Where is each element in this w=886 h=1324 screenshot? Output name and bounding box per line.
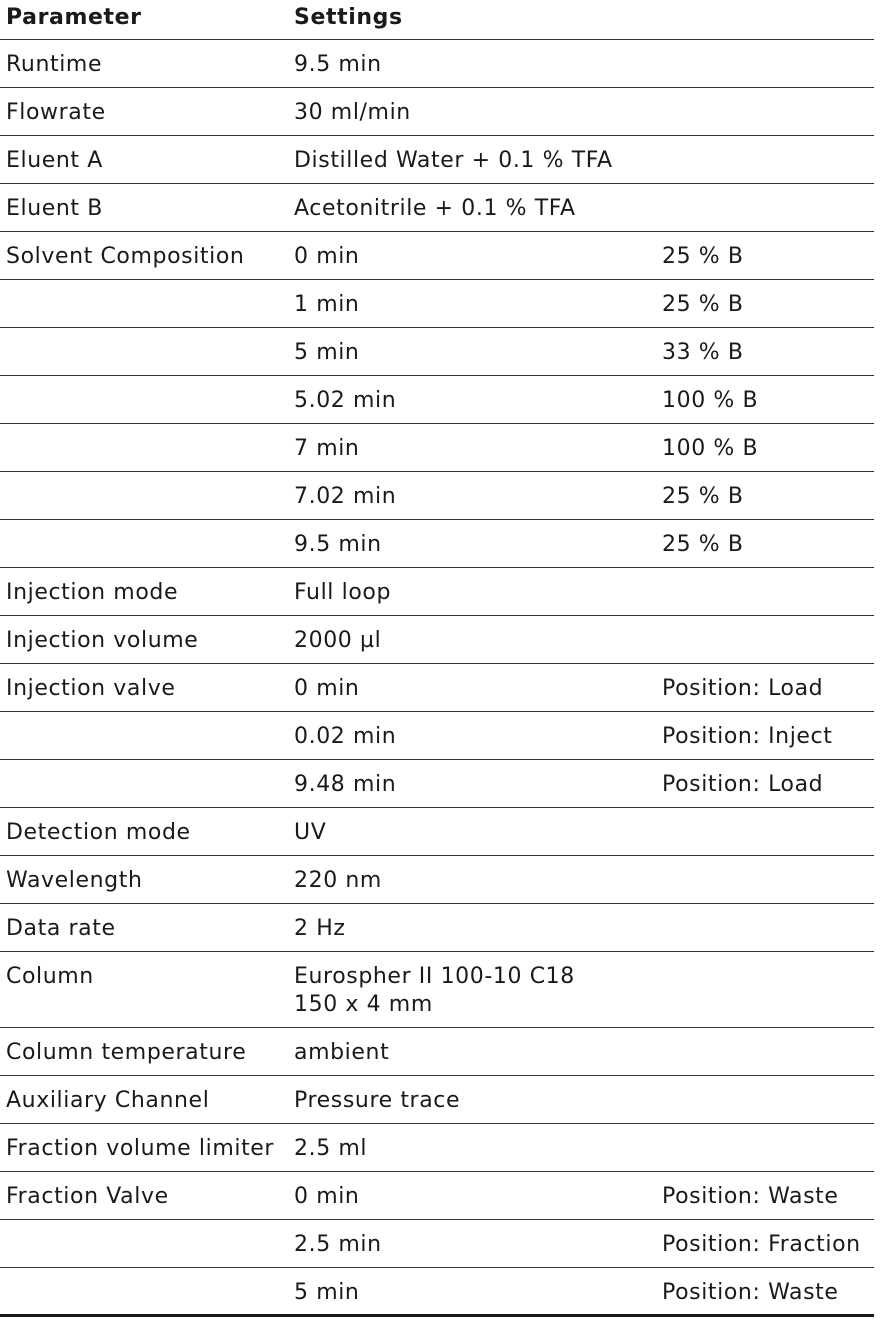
detail-cell: 25 % B <box>656 231 874 279</box>
setting-cell: Distilled Water + 0.1 % TFA <box>288 135 656 183</box>
param-cell <box>0 1219 288 1267</box>
detail-cell <box>656 903 874 951</box>
setting-cell: 7.02 min <box>288 471 656 519</box>
header-row <box>0 0 874 39</box>
column-dimensions-text: 150 x 4 mm <box>294 991 433 1017</box>
table-row <box>0 87 874 135</box>
setting-cell: 0 min <box>288 1171 656 1219</box>
table-row <box>0 231 874 279</box>
detail-cell: 33 % B <box>656 327 874 375</box>
table-row <box>0 471 874 519</box>
detail-cell <box>656 135 874 183</box>
detail-cell <box>656 39 874 87</box>
table-row <box>0 183 874 231</box>
table-row <box>0 1075 874 1123</box>
setting-cell: 0 min <box>288 231 656 279</box>
table-row <box>0 39 874 87</box>
detail-cell: Position: Waste <box>656 1267 874 1315</box>
param-cell: Flowrate <box>0 87 288 135</box>
setting-cell <box>288 951 656 1027</box>
setting-cell: 2.5 min <box>288 1219 656 1267</box>
param-cell: Column <box>0 951 288 1027</box>
detail-cell <box>656 1027 874 1075</box>
param-cell <box>0 279 288 327</box>
param-cell: Wavelength <box>0 855 288 903</box>
param-cell: Fraction volume limiter <box>0 1123 288 1171</box>
detail-cell <box>656 567 874 615</box>
setting-cell: Acetonitrile + 0.1 % TFA <box>288 183 656 231</box>
param-cell <box>0 519 288 567</box>
setting-cell: ambient <box>288 1027 656 1075</box>
setting-cell: 5.02 min <box>288 375 656 423</box>
param-cell: Fraction Valve <box>0 1171 288 1219</box>
param-cell <box>0 423 288 471</box>
table-row <box>0 327 874 375</box>
param-cell: Eluent B <box>0 183 288 231</box>
setting-cell: Pressure trace <box>288 1075 656 1123</box>
setting-cell: 0.02 min <box>288 711 656 759</box>
table-row <box>0 663 874 711</box>
detail-cell: Position: Fraction <box>656 1219 874 1267</box>
param-cell: Data rate <box>0 903 288 951</box>
param-cell: Detection mode <box>0 807 288 855</box>
setting-cell: 7 min <box>288 423 656 471</box>
table-row <box>0 855 874 903</box>
table-row <box>0 423 874 471</box>
column-model-text: Eurospher II 100-10 C18 <box>294 963 575 989</box>
setting-cell: UV <box>288 807 656 855</box>
table-row <box>0 519 874 567</box>
detail-cell: Position: Inject <box>656 711 874 759</box>
table-row <box>0 615 874 663</box>
table-row <box>0 903 874 951</box>
param-cell <box>0 471 288 519</box>
table-row <box>0 1027 874 1075</box>
param-cell: Injection valve <box>0 663 288 711</box>
setting-cell: 2.5 ml <box>288 1123 656 1171</box>
table-row <box>0 1219 874 1267</box>
param-cell <box>0 711 288 759</box>
detail-cell <box>656 87 874 135</box>
header-extra <box>656 0 874 39</box>
table-row <box>0 135 874 183</box>
detail-cell <box>656 951 874 1027</box>
setting-cell: 2000 µl <box>288 615 656 663</box>
param-cell: Injection mode <box>0 567 288 615</box>
detail-cell <box>656 807 874 855</box>
table-row <box>0 951 874 1027</box>
detail-cell: Position: Waste <box>656 1171 874 1219</box>
setting-cell: 5 min <box>288 327 656 375</box>
param-cell <box>0 759 288 807</box>
setting-cell: 0 min <box>288 663 656 711</box>
detail-cell: 25 % B <box>656 279 874 327</box>
detail-cell <box>656 855 874 903</box>
detail-cell: Position: Load <box>656 759 874 807</box>
table-row <box>0 375 874 423</box>
header-settings: Settings <box>288 0 656 39</box>
table-row <box>0 807 874 855</box>
detail-cell <box>656 183 874 231</box>
detail-cell <box>656 1075 874 1123</box>
param-cell: Eluent A <box>0 135 288 183</box>
table-row <box>0 1123 874 1171</box>
table-row <box>0 1267 874 1315</box>
param-cell <box>0 327 288 375</box>
setting-cell: Full loop <box>288 567 656 615</box>
param-cell <box>0 375 288 423</box>
detail-cell <box>656 1123 874 1171</box>
table-row <box>0 759 874 807</box>
detail-cell: 25 % B <box>656 471 874 519</box>
setting-cell: 9.48 min <box>288 759 656 807</box>
table-row <box>0 567 874 615</box>
param-cell: Injection volume <box>0 615 288 663</box>
detail-cell: 100 % B <box>656 423 874 471</box>
detail-cell: 25 % B <box>656 519 874 567</box>
param-cell: Solvent Composition <box>0 231 288 279</box>
param-cell: Runtime <box>0 39 288 87</box>
setting-cell: 220 nm <box>288 855 656 903</box>
detail-cell <box>656 615 874 663</box>
setting-cell: 1 min <box>288 279 656 327</box>
detail-cell: 100 % B <box>656 375 874 423</box>
param-cell: Column temperature <box>0 1027 288 1075</box>
setting-cell: 9.5 min <box>288 39 656 87</box>
detail-cell: Position: Load <box>656 663 874 711</box>
table-row <box>0 279 874 327</box>
param-cell <box>0 1267 288 1315</box>
table-row <box>0 711 874 759</box>
header-parameter: Parameter <box>0 0 288 39</box>
param-cell: Auxiliary Channel <box>0 1075 288 1123</box>
setting-cell: 5 min <box>288 1267 656 1315</box>
setting-cell: 2 Hz <box>288 903 656 951</box>
table-row <box>0 1171 874 1219</box>
setting-cell: 30 ml/min <box>288 87 656 135</box>
setting-cell: 9.5 min <box>288 519 656 567</box>
